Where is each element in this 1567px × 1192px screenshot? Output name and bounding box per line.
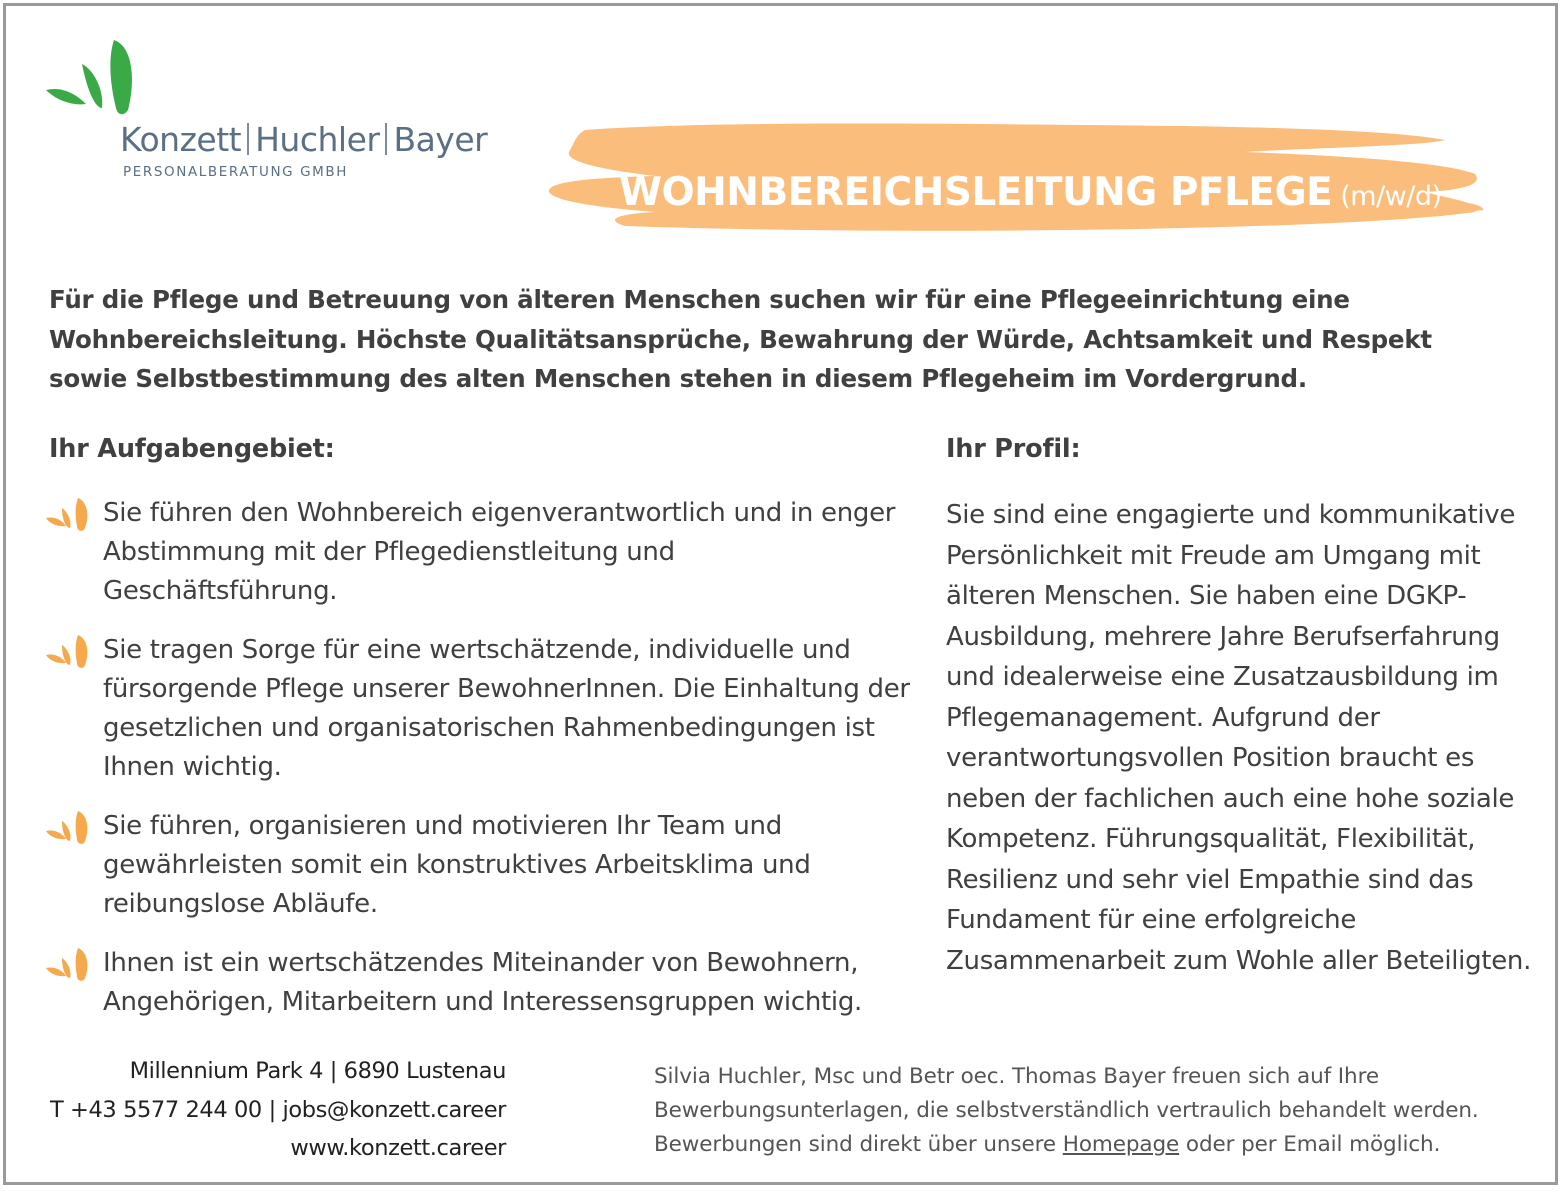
contact-website[interactable]: www.konzett.career: [290, 1135, 506, 1161]
contact-phone-email[interactable]: T +43 5577 244 00 | jobs@konzett.career: [49, 1096, 506, 1123]
task-text: Ihnen ist ein wertschätzendes Miteinander von Bewohnern, Angehörigen, Mitarbeitern und Interessensgruppen wichtig.: [103, 948, 862, 1017]
closing-line-3: [654, 1128, 1549, 1162]
leaf-bullet-icon: [44, 809, 90, 845]
contact-block: [50, 1052, 506, 1168]
task-item: [44, 631, 914, 787]
task-item: [44, 807, 914, 924]
leaf-bullet-icon: [44, 946, 90, 982]
job-title-suffix: (m/w/d): [1340, 181, 1442, 212]
task-text: Sie tragen Sorge für eine wertschätzende, individuelle und fürsorgende Pflege unserer BewohnerInnen. Die Einhaltung der gesetzlichen und organisatorischen Rahmenbedingungen ist Ihnen wichtig.: [103, 635, 910, 782]
logo-divider: [247, 123, 249, 155]
tasks-list: [44, 494, 914, 1022]
leaf-bullet-icon: [44, 496, 90, 532]
closing-line-1: Silvia Huchler, Msc und Betr oec. Thomas Bayer freuen sich auf Ihre: [654, 1064, 1379, 1089]
logo-wordmark: [120, 120, 487, 160]
profile-heading: Ihr Profil:: [946, 434, 1081, 464]
intro-paragraph: Für die Pflege und Betreuung von älteren Menschen suchen wir für eine Pflegeeinrichtung eine Wohnbereichsleitung. Höchste Qualitätsansprüche, Bewahrung der Würde, Achtsamkeit und Respekt sowie Selbstbestimmung des alten Menschen stehen in diesem Pflegeheim im Vordergrund.: [49, 285, 1432, 393]
job-title: [619, 170, 1442, 215]
homepage-link[interactable]: Homepage: [1062, 1132, 1180, 1157]
task-item: [44, 944, 914, 1022]
task-text: Sie führen, organisieren und motivieren Ihr Team und gewährleisten somit ein konstruktives Arbeitsklima und reibungslose Abläufe.: [103, 811, 811, 919]
tasks-heading: Ihr Aufgabengebiet:: [49, 434, 335, 464]
logo-name-2: Huchler: [255, 120, 380, 159]
task-item: [44, 494, 914, 611]
profile-paragraph: Sie sind eine engagierte und kommunikative Persönlichkeit mit Freude am Umgang mit älteren Menschen. Sie haben eine DGKP-Ausbildung, mehrere Jahre Berufserfahrung und idealerweise eine Zusatzausbildung im Pflegemanagement. Aufgrund der verantwortungsvollen Position braucht es neben der fachlichen auch eine hohe soziale Kompetenz. Führungsqualität, Flexibilität, Resilienz und sehr viel Empathie sind das Fundament für eine erfolgreiche Zusammenarbeit zum Wohle aller Beteiligten.: [946, 500, 1532, 976]
logo-divider: [385, 123, 387, 155]
logo-subtitle: PERSONALBERATUNG GMBH: [123, 164, 349, 180]
job-title-main: WOHNBEREICHSLEITUNG PFLEGE: [619, 170, 1333, 215]
closing-line-3-after: oder per Email möglich.: [1179, 1132, 1441, 1157]
logo-name-1: Konzett: [120, 120, 242, 159]
leaf-bullet-icon: [44, 633, 90, 669]
closing-line-3-before: Bewerbungen sind direkt über unsere: [654, 1132, 1063, 1157]
closing-line-2: Bewerbungsunterlagen, die selbstverständlich vertraulich behandelt werden.: [654, 1098, 1479, 1123]
task-text: Sie führen den Wohnbereich eigenverantwortlich und in enger Abstimmung mit der Pflegedienstleitung und Geschäftsführung.: [103, 498, 896, 606]
closing-paragraph: [654, 1060, 1549, 1162]
logo-name-3: Bayer: [393, 120, 488, 159]
logo-leaf-icon: [44, 38, 136, 118]
contact-address: Millennium Park 4 | 6890 Lustenau: [129, 1058, 506, 1084]
